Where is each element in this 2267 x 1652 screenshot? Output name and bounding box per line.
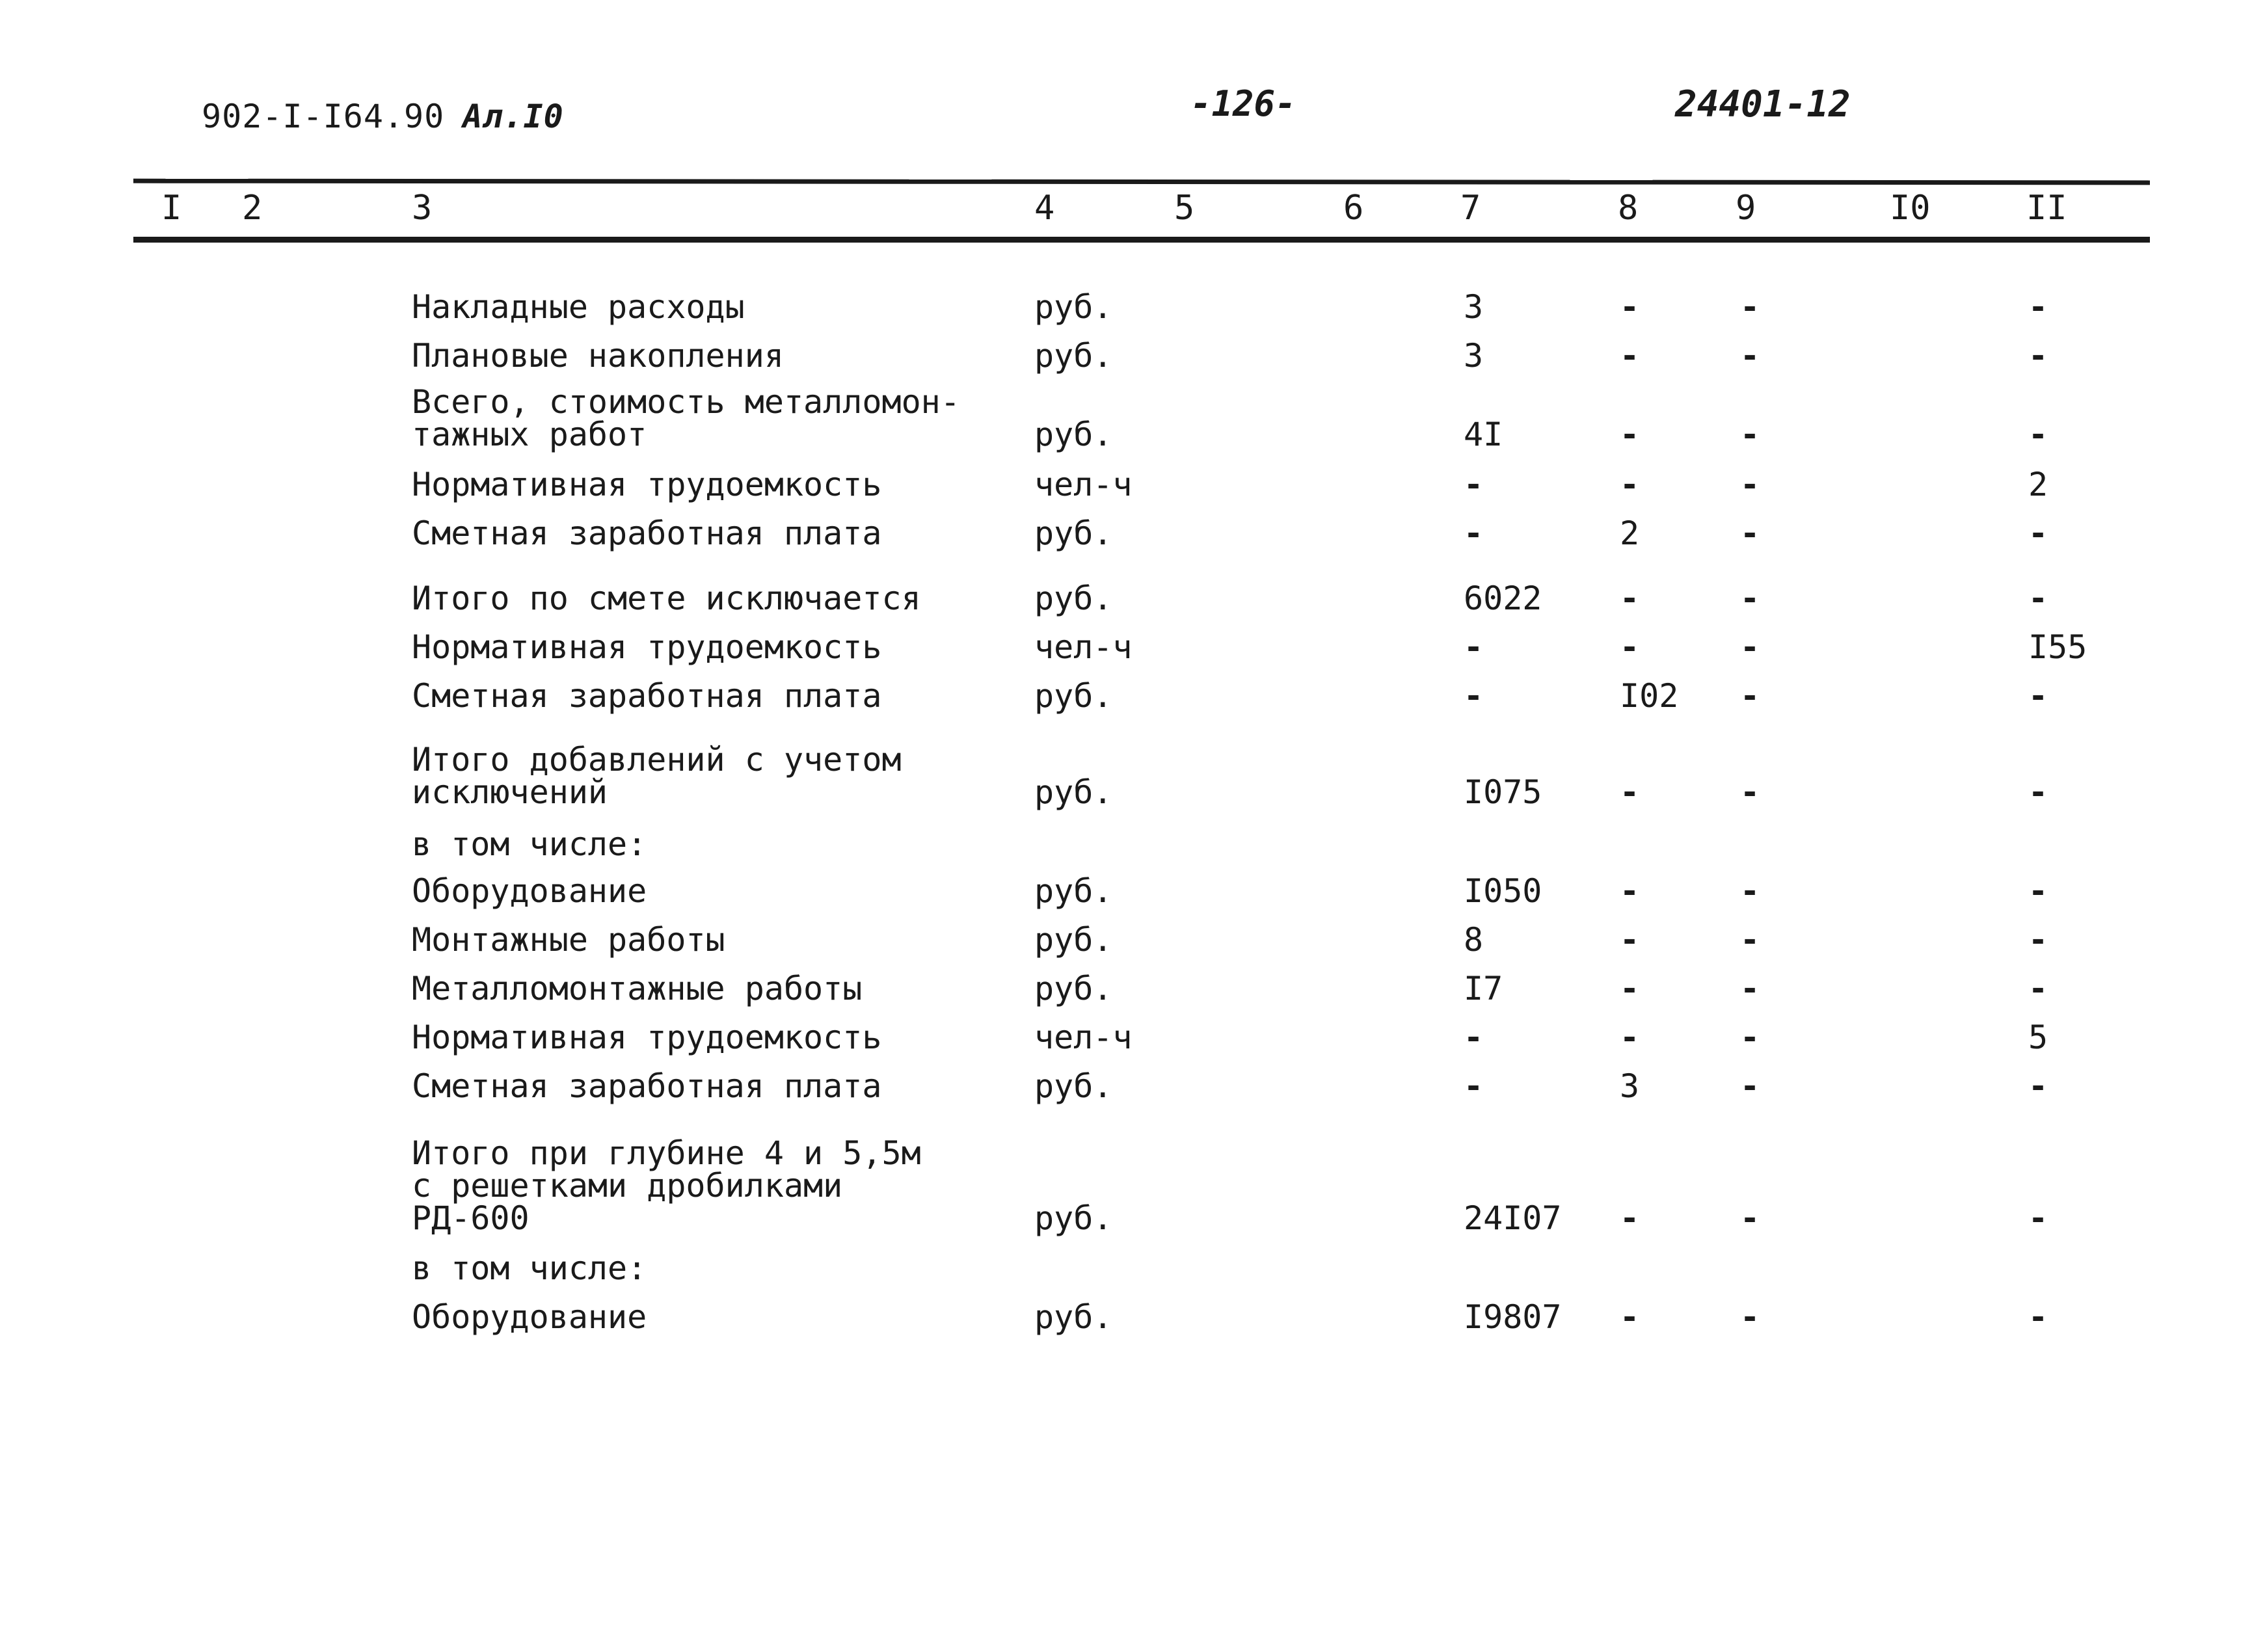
- column-8-value: -: [1620, 872, 1640, 910]
- row-label: Сметная заработная плата: [412, 1067, 882, 1105]
- row-label: Оборудование: [412, 1298, 647, 1336]
- column-7-value: I9807: [1464, 1298, 1562, 1336]
- column-8-value: -: [1620, 1019, 1640, 1056]
- column-11-value: -: [2028, 416, 2048, 453]
- column-11-value: -: [2028, 337, 2048, 375]
- column-number: 6: [1343, 189, 1364, 228]
- unit: руб.: [1034, 1067, 1113, 1105]
- row-label: в том числе:: [412, 825, 647, 863]
- row-label: Нормативная трудоемкость: [412, 466, 882, 503]
- column-11-value: -: [2028, 872, 2048, 910]
- column-9-value: -: [1740, 1298, 1760, 1336]
- column-7-value: 3: [1464, 288, 1484, 326]
- row-label: Итого по смете исключается: [412, 580, 921, 617]
- column-number: II: [2026, 189, 2067, 228]
- column-number: I0: [1890, 189, 1931, 228]
- column-8-value: I02: [1620, 677, 1679, 715]
- column-7-value: 8: [1464, 921, 1484, 959]
- column-11-value: I55: [2028, 628, 2087, 666]
- column-7-value: -: [1464, 677, 1484, 715]
- column-9-value: -: [1740, 1199, 1760, 1237]
- unit: чел-ч: [1034, 628, 1133, 666]
- column-7-value: -: [1464, 514, 1484, 552]
- column-11-value: -: [2028, 1199, 2048, 1237]
- page-number: -126-: [1190, 83, 1296, 124]
- unit: чел-ч: [1034, 466, 1133, 503]
- column-8-value: -: [1620, 337, 1640, 375]
- column-number: 7: [1460, 189, 1481, 228]
- document-code: 902-I-I64.90: [202, 98, 445, 135]
- unit: руб.: [1034, 677, 1113, 715]
- row-label: Сметная заработная плата: [412, 677, 882, 715]
- unit: руб.: [1034, 872, 1113, 910]
- column-7-value: 24I07: [1464, 1199, 1562, 1237]
- unit: руб.: [1034, 416, 1113, 453]
- column-11-value: -: [2028, 288, 2048, 326]
- column-8-value: -: [1620, 580, 1640, 617]
- column-7-value: -: [1464, 466, 1484, 503]
- column-7-value: I075: [1464, 773, 1542, 811]
- column-8-value: -: [1620, 416, 1640, 453]
- column-9-value: -: [1740, 970, 1760, 1007]
- column-9-value: -: [1740, 466, 1760, 503]
- row-label: Монтажные работы: [412, 921, 725, 959]
- header-code: [202, 98, 564, 135]
- column-7-value: I7: [1464, 970, 1503, 1007]
- column-8-value: -: [1620, 970, 1640, 1007]
- column-11-value: -: [2028, 1067, 2048, 1105]
- column-7-value: -: [1464, 1019, 1484, 1056]
- column-8-value: -: [1620, 921, 1640, 959]
- column-11-value: 5: [2028, 1019, 2048, 1056]
- column-9-value: -: [1740, 514, 1760, 552]
- column-11-value: -: [2028, 514, 2048, 552]
- row-label: Оборудование: [412, 872, 647, 910]
- column-8-value: 2: [1620, 514, 1640, 552]
- column-11-value: -: [2028, 580, 2048, 617]
- unit: руб.: [1034, 773, 1113, 811]
- column-8-value: -: [1620, 628, 1640, 666]
- column-9-value: -: [1740, 580, 1760, 617]
- row-label: Нормативная трудоемкость: [412, 1019, 882, 1056]
- column-9-value: -: [1740, 872, 1760, 910]
- column-7-value: 4I: [1464, 416, 1503, 453]
- column-9-value: -: [1740, 288, 1760, 326]
- row-label: Плановые накопления: [412, 337, 784, 375]
- column-9-value: -: [1740, 921, 1760, 959]
- column-9-value: -: [1740, 1019, 1760, 1056]
- unit: руб.: [1034, 1199, 1113, 1237]
- column-7-value: 3: [1464, 337, 1484, 375]
- row-label: тажных работ: [412, 416, 647, 453]
- column-8-value: -: [1620, 466, 1640, 503]
- column-8-value: 3: [1620, 1067, 1640, 1105]
- unit: руб.: [1034, 970, 1113, 1007]
- column-9-value: -: [1740, 1067, 1760, 1105]
- column-number: 8: [1618, 189, 1639, 228]
- column-number: 3: [412, 189, 433, 228]
- column-7-value: -: [1464, 628, 1484, 666]
- column-9-value: -: [1740, 337, 1760, 375]
- row-label: Нормативная трудоемкость: [412, 628, 882, 666]
- column-8-value: -: [1620, 288, 1640, 326]
- row-label: исключений: [412, 773, 608, 811]
- column-number: 2: [242, 189, 263, 228]
- row-label: с решетками дробилками: [412, 1167, 843, 1205]
- top-rule: [133, 179, 2150, 185]
- column-9-value: -: [1740, 677, 1760, 715]
- column-11-value: 2: [2028, 466, 2048, 503]
- unit: руб.: [1034, 580, 1113, 617]
- column-8-value: -: [1620, 1298, 1640, 1336]
- column-number: 5: [1174, 189, 1195, 228]
- column-number: 9: [1736, 189, 1756, 228]
- row-label: Итого при глубине 4 и 5,5м: [412, 1134, 921, 1172]
- unit: руб.: [1034, 1298, 1113, 1336]
- column-8-value: -: [1620, 1199, 1640, 1237]
- column-7-value: 6022: [1464, 580, 1542, 617]
- column-11-value: -: [2028, 970, 2048, 1007]
- column-9-value: -: [1740, 773, 1760, 811]
- unit: руб.: [1034, 921, 1113, 959]
- unit: руб.: [1034, 514, 1113, 552]
- column-7-value: -: [1464, 1067, 1484, 1105]
- column-number: 4: [1034, 189, 1055, 228]
- column-11-value: -: [2028, 921, 2048, 959]
- unit: руб.: [1034, 288, 1113, 326]
- row-label: Металломонтажные работы: [412, 970, 863, 1007]
- column-11-value: -: [2028, 1298, 2048, 1336]
- column-9-value: -: [1740, 628, 1760, 666]
- row-label: Всего, стоимость металломон-: [412, 383, 960, 421]
- document-number: 24401-12: [1675, 83, 1851, 126]
- unit: чел-ч: [1034, 1019, 1133, 1056]
- column-11-value: -: [2028, 677, 2048, 715]
- column-8-value: -: [1620, 773, 1640, 811]
- sheet-number: Ал.I0: [463, 98, 564, 135]
- row-label: в том числе:: [412, 1249, 647, 1287]
- unit: руб.: [1034, 337, 1113, 375]
- row-label: РД-600: [412, 1199, 530, 1237]
- row-label: Итого добавлений с учетом: [412, 741, 902, 779]
- bottom-rule: [133, 237, 2150, 243]
- row-label: Сметная заработная плата: [412, 514, 882, 552]
- column-9-value: -: [1740, 416, 1760, 453]
- column-number: I: [161, 189, 182, 228]
- row-label: Накладные расходы: [412, 288, 745, 326]
- column-7-value: I050: [1464, 872, 1542, 910]
- column-11-value: -: [2028, 773, 2048, 811]
